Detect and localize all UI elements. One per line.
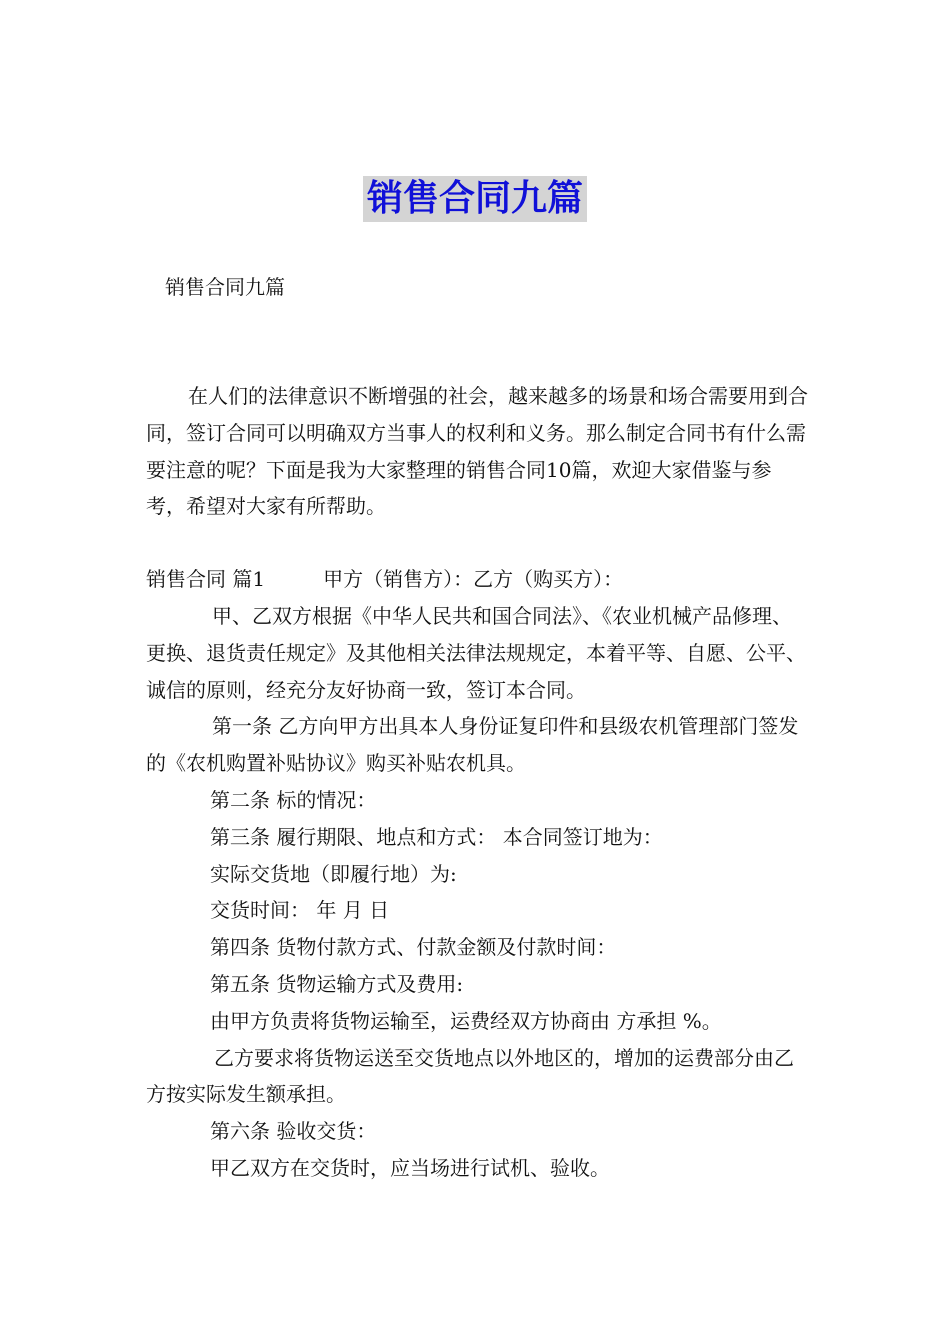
clause-paragraph-extra-freight: 乙方要求将货物运送至交货地点以外地区的，增加的运费部分由乙方按实际发生额承担。 [146,1045,794,1107]
title-block [0,176,950,222]
parties-line: 甲方（销售方）：乙方（购买方）： [323,567,624,592]
clause-line-article-4: 第四条 货物付款方式、付款金额及付款时间： [210,935,617,960]
clause-line-article-6: 第六条 验收交货： [210,1119,377,1144]
document-body [146,378,810,1187]
paragraph-gap [146,525,810,561]
document-subtitle: 销售合同九篇 [165,275,285,299]
clause-paragraph-article-1: 第一条 乙方向甲方出具本人身份证复印件和县级农机管理部门签发的《农机购置补贴协议》购买补贴农机具。 [146,714,799,776]
intro-paragraph: 在人们的法律意识不断增强的社会，越来越多的场景和场合需要用到合同，签订合同可以明确双方当事人的权利和义务。那么制定合同书有什么需要注意的呢？下面是我为大家整理的销售合同10篇，欢迎大家借鉴与参考，希望对大家有所帮助。 [146,384,808,519]
clause-line-inspection: 甲乙双方在交货时，应当场进行试机、验收。 [210,1155,610,1180]
document-title: 销售合同九篇 [363,176,587,222]
section-heading-line [146,561,810,598]
clause-line-delivery-time: 交货时间： 年 月 日 [210,898,390,923]
section-heading: 销售合同 篇1 [146,567,266,592]
clause-line-article-3: 第三条 履行期限、地点和方式： 本合同签订地为： [210,824,663,849]
clause-line-delivery-place: 实际交货地（即履行地）为: [210,861,457,886]
clause-line-article-2: 第二条 标的情况： [210,787,377,812]
clause-line-freight: 由甲方负责将货物运输至，运费经双方协商由 方承担 %。 [210,1008,722,1033]
clause-line-article-5: 第五条 货物运输方式及费用: [210,971,464,996]
clause-paragraph-basis: 甲、乙双方根据《中华人民共和国合同法》、《农业机械产品修理、更换、退货责任规定》及其他相关法律法规规定，本着平等、自愿、公平、诚信的原则，经充分友好协商一致，签订本合同。 [146,603,806,702]
